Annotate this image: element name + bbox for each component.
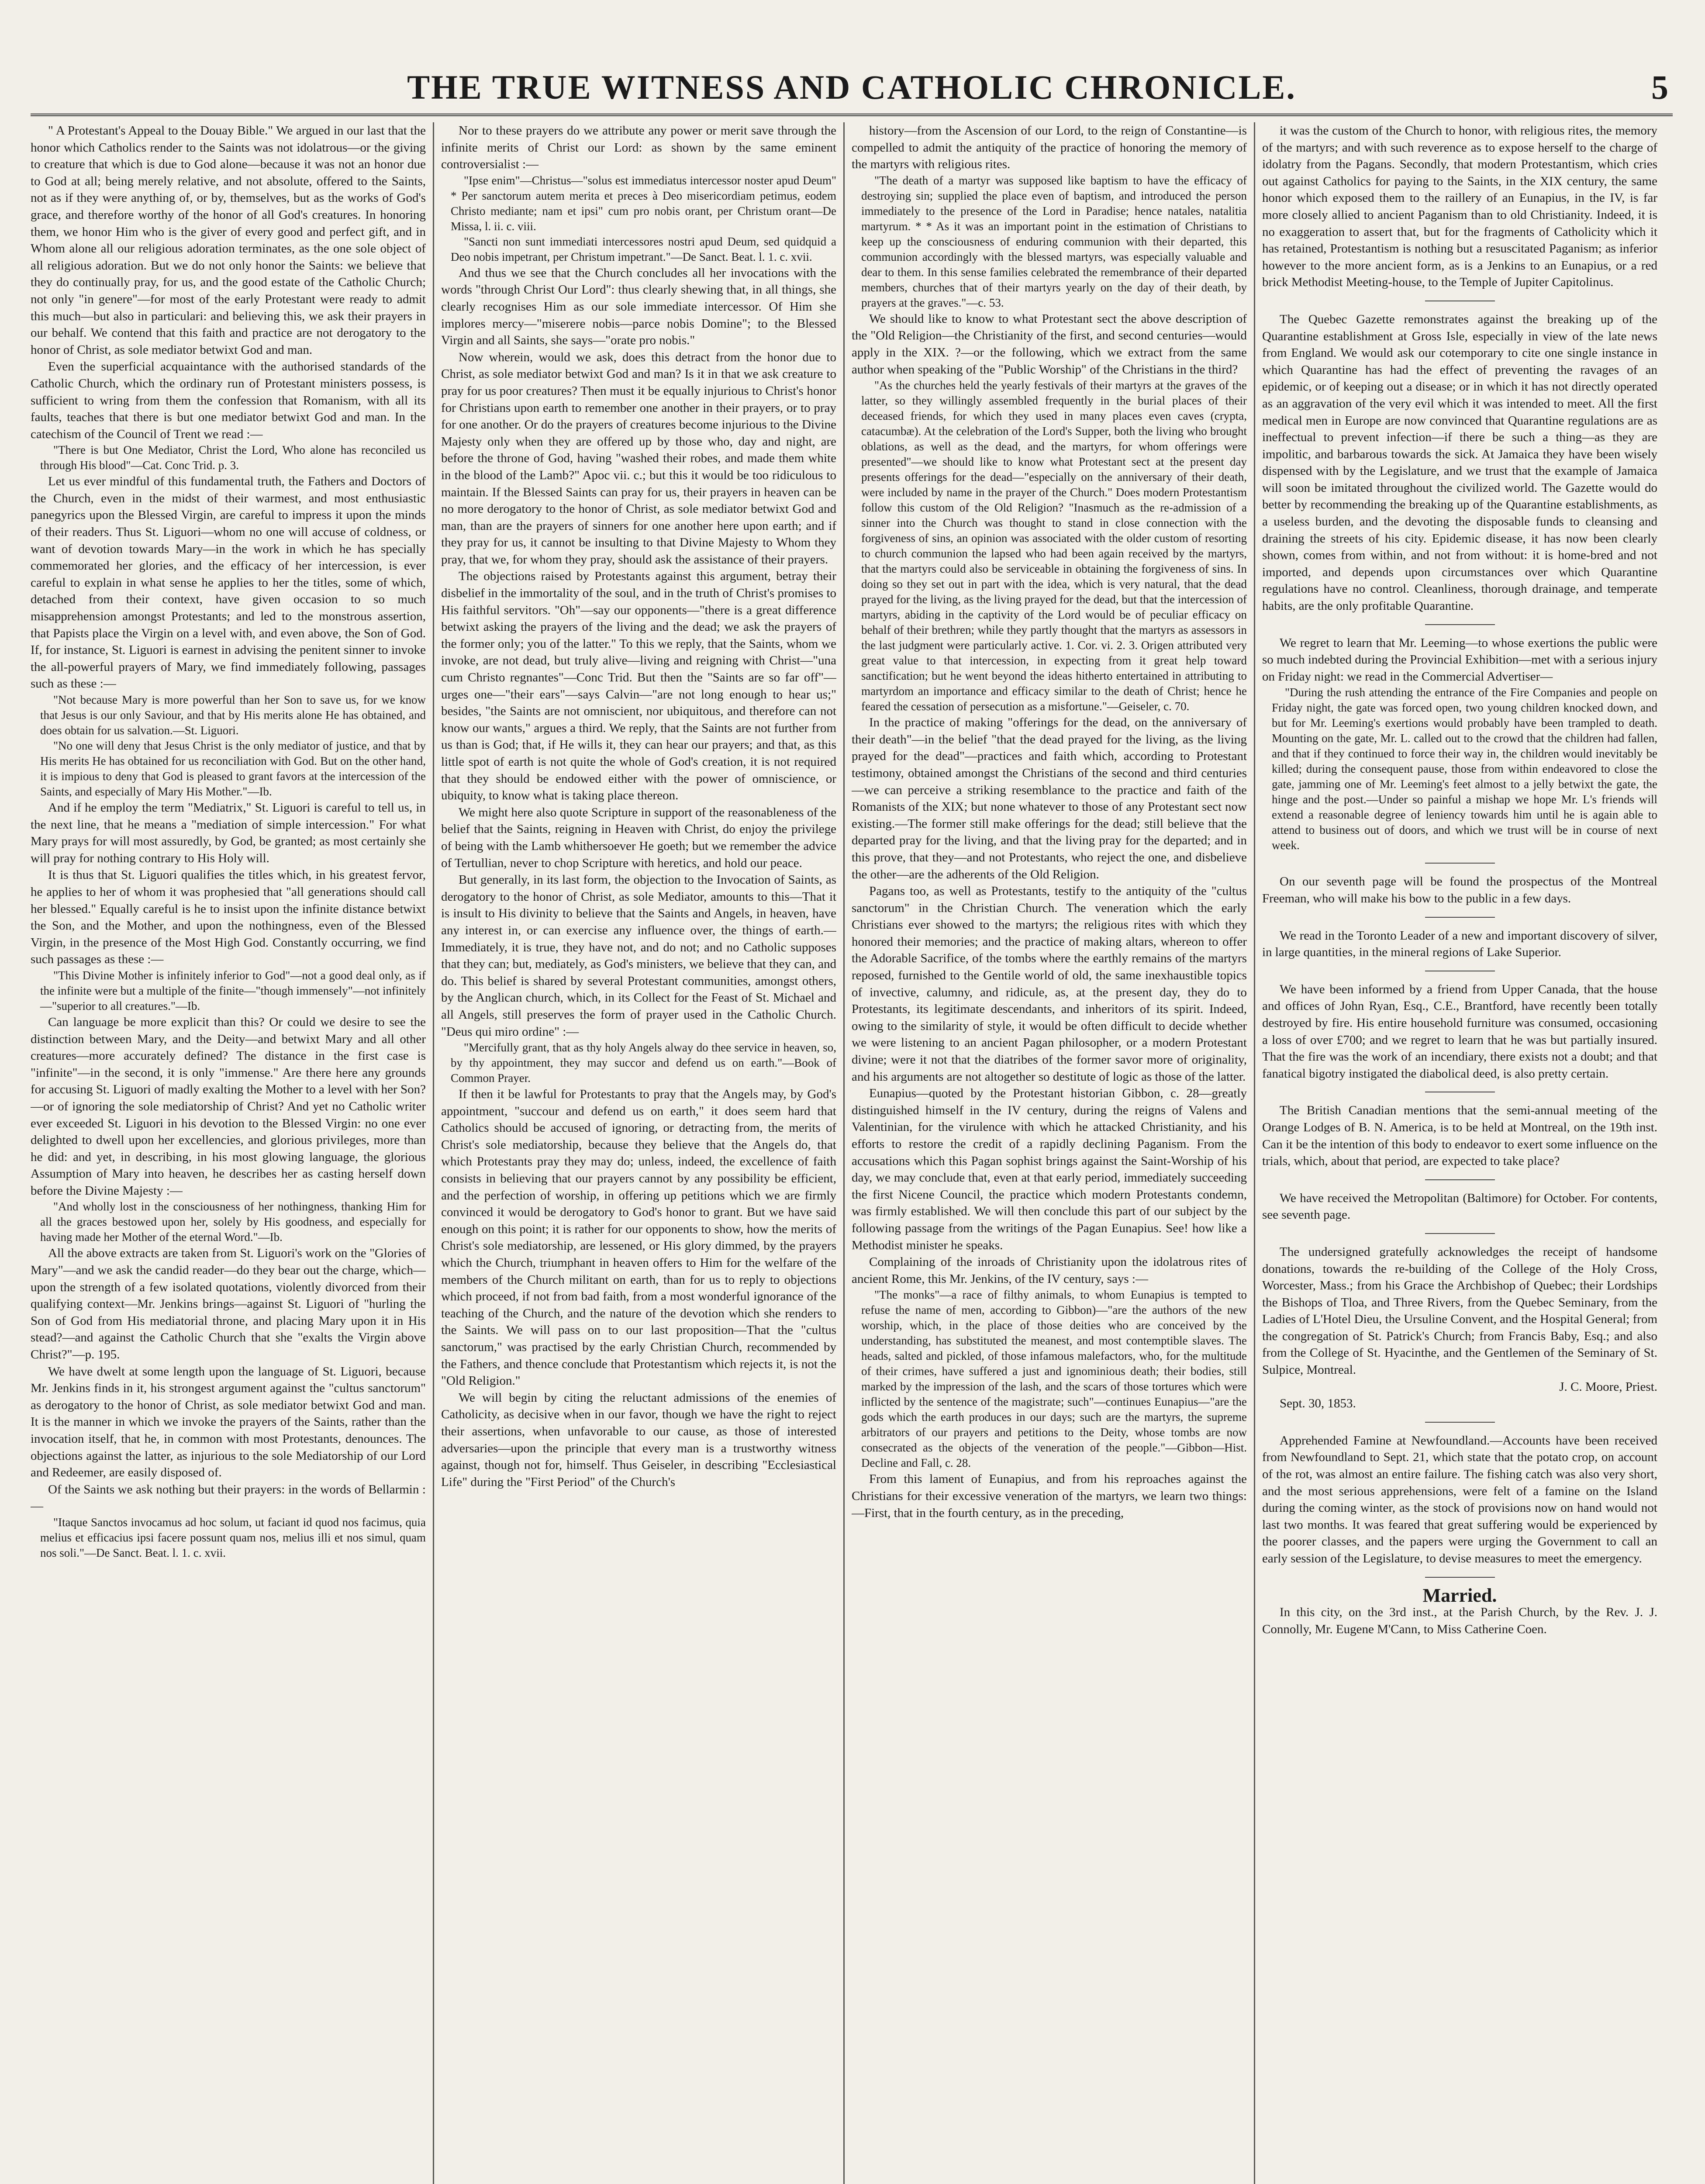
page-number: 5 [1651,68,1668,106]
news-item-silver: We read in the Toronto Leader of a new and important discovery of silver, in large quantities, in the mineral regions of Lake Superior. [1262,928,1657,960]
article-paragraph: Complaining of the inroads of Christianity upon the idolatrous rites of ancient Rome, this Mr. Jenkins, of the IV century, says :— [852,1255,1247,1286]
news-item-leeming: We regret to learn that Mr. Leeming—to whose exertions the public were so much indebted during the Provincial Exhibition—met with a serious injury on Friday night: we read in the Commercial Advertiser— [1262,636,1657,684]
column-4 [1262,122,1657,2184]
article-paragraph: it was the custom of the Church to honor, with religious rites, the memory of the martyrs; and with such reverence as to expose herself to the charge of idolatry from the Pagans. Secondly, that modern Protestantism, which cries out against Catholics for paying to the Saints, in the XIX century, the same honor which exposed them to the raillery of an Eunapius, in the IV, is far more closely allied to ancient Paganism than to old Christianity. Indeed, it is no exaggeration to assert that, but for the fragments of Catholicity which it has retained, Protestantism is nothing but a resuscitated Paganism; as inferior however to the more ancient form, as is a Jenkins to an Eunapius, or a red brick Methodist Meeting-house, to the Temple of Jupiter Capitolinus. [1262,124,1657,290]
news-item-montreal-freeman: On our seventh page will be found the prospectus of the Montreal Freeman, who will make his bow to the public in a few days. [1262,874,1657,905]
news-item-fire: We have been informed by a friend from Upper Canada, that the house and offices of John Ryan, Esq., C.E., Brantford, have recently been totally destroyed by fire. His entire household furniture was consumed, occasioning a loss of over £700; and we regret to learn that he was but partially insured. That the fire was the work of an incendiary, there exists not a doubt; and that fanatical bigotry instigated the diabolical deed, is also pretty certain. [1262,982,1657,1081]
article-paragraph: It is thus that St. Liguori qualifies the titles which, in his greatest fervor, he applies to her of whom it was prophesied that "all generations should call her blessed." Equally careful is he to insist upon the infinite distance betwixt the Son, and the Mother, and upon the nothingness, even of the Blessed Virgin, in the presence of the Most High God. Constantly occurring, we find such passages as these :— [31,868,426,967]
separator-rule [1425,1577,1495,1578]
article-paragraph: We should like to know to what Protestant sect the above description of the "Old Religion—the Christianity of the first, and second centuries—would apply in the XIX. ?—or the following, which we extract from the same author when speaking of the "Public Worship" of the Christians in the third? [852,311,1247,377]
article-paragraph: Let us ever mindful of this fundamental truth, the Fathers and Doctors of the Church, even in the midst of their warmest, and most enthusiastic panegyrics upon the Blessed Virgin, are careful to impress it upon the minds of their readers. Thus St. Liguori—whom no one will accuse of coldness, or want of devotion towards Mary—in the work in which he has specially commemorated her glories, and the efficacy of her intercession, is ever careful to explain in what sense he applies to her the titles, some of which, detached from their context, have given occasion to so much misapprehension amongst Protestants; and led to the monstrous assertion, that Papists place the Virgin on a level with, and even above, the Son of God. If, for instance, St. Liguori is earnest in advising the penitent sinner to invoke the all-powerful prayers of Mary, we find immediately following, passages such as these :— [31,474,426,691]
page-title: THE TRUE WITNESS AND CATHOLIC CHRONICLE. [407,68,1296,106]
quotation: "There is but One Mediator, Christ the Lord, Who alone has reconciled us through His blood"—Cat. Conc Trid. p. 3. [40,443,426,472]
quotation: "During the rush attending the entrance of the Fire Companies and people on Friday night, the gate was forced open, two young children knocked down, and but for Mr. Leeming's exertions would probably have been trampled to death. Mounting on the gate, Mr. L. called out to the crowd that the children had fallen, and that if they continued to force their way in, the children would inevitably be killed; during the consequent pause, those from within endeavored to close the gate, jamming one of Mr. Leeming's feet almost to a jelly betwixt the gate, the hinge and the post.—Under so painful a mishap we hope Mr. L's friends will extend a reasonable degree of leniency towards him until he is again able to attend to business out of doors, and which we trust will be in course of next week. [1272,686,1657,852]
signature: J. C. Moore, Priest. [1559,1379,1657,1394]
quotation: "As the churches held the yearly festivals of their martyrs at the graves of the latter, so they willingly assembled frequently in the burial places of their deceased friends, for which they used in many places even caves (crypta, catacumbæ). At the celebration of the Lord's Supper, both the living who brought oblations, as well as the dead, and the martyrs, for whom offerings were presented"—we should like to know what Protestant sect at the present day presents offerings for the dead—"especially on the anniversary of their death, were included by name in the prayer of the Church." Does modern Protestantism follow this custom of the Old Religion? "Inasmuch as the re-admission of a sinner into the Church was thought to stand in close connection with the forgiveness of sins, an opinion was associated with the older custom of resorting to church communion the lapsed who had been again received by the martyrs, that the martyrs could also be serviceable in obtaining the forgiveness of sins. In doing so they set out in part with the idea, which is very natural, that the dead prayed for the living, as the living prayed for the dead, but that the intercession of martyrs, abiding in the captivity of the Lord would be of peculiar efficacy on behalf of their brethren; while they partly thought that the martyrs as assessors in the last judgment were particularly active. 1. Cor. vi. 2. 3. Origen attributed very great value to that intercession, in expecting from it great help toward sanctification; but he went beyond the ideas hitherto entertained in attributing to martyrdom an importance and efficacy similar to the death of Christ; hence he feared the cessation of persecution as a misfortune."—Geiseler, c. 70. [861,379,1247,713]
separator-rule [1425,863,1495,864]
column-1 [31,122,426,2184]
column-3 [852,122,1247,2184]
article-paragraph: All the above extracts are taken from St. Liguori's work on the "Glories of Mary"—and we ask the candid reader—do they bear out the charge, which—upon the strength of a few isolated quotations, violently divorced from their qualifying context—Mr. Jenkins brings—against St. Liguori of "hurling the Son of God from His mediatorial throne, and placing Mary upon it in His stead?—and against the Catholic Church that she "exalts the Virgin above Christ?"—p. 195. [31,1246,426,1362]
quotation: "The monks"—a race of filthy animals, to whom Eunapius is tempted to refuse the name of men, according to Gibbon)—"are the authors of the new worship, which, in the place of those deities who are conceived by the understanding, has substituted the meanest, and most contemptible slaves. The heads, salted and pickled, of those infamous malefactors, who, for the multitude of their crimes, have suffered a just and ignominious death; their bodies, still marked by the impression of the lash, and the scars of those tortures which were inflicted by the sentence of the magistrate; such"—continues Eunapius—"are the gods which the earth produces in our days; such are the martyrs, the supreme arbitrators of our prayers and petitions to the Deity, whose tombs are now consecrated as the objects of the veneration of the people."—Gibbon—Hist. Decline and Fall, c. 28. [861,1288,1247,1470]
article-paragraph: Now wherein, would we ask, does this detract from the honor due to Christ, as sole mediator betwixt God and man? Is it in that we ask creature to pray for us poor creatures? Then must it be equally injurious to Christ's honor for Christians upon earth to remember one another in their prayers, or to pray for one another. Or do the prayers of creatures become injurious to the Divine Majesty only when they are offered up by those who, day and night, are before the throne of God, having "washed their robes, and made them white in the blood of the Lamb?" Apoc vii. c.; but this it would be too ridiculous to maintain. If the Blessed Saints can pray for us, their prayers in heaven can be no more derogatory to the honor of Christ, as sole mediator betwixt God and man, than are the prayers of sinners for one another here upon earth; and if they pray for us, it cannot be insulting to that Divine Majesty to Whom they pray, that we, for whom they pray, should ask the assistance of their prayers. [441,350,836,567]
article-paragraph: Even the superficial acquaintance with the authorised standards of the Catholic Church, which the ordinary run of Protestant ministers possess, is sufficient to wring from them the confession that Romanism, with all its faults, teaches that there is but one mediator betwixt God and man. In the catechism of the Council of Trent we read :— [31,359,426,441]
separator-rule [1425,917,1495,918]
article-paragraph: We will begin by citing the reluctant admissions of the enemies of Catholicity, as decisive when in our favor, though we have the right to reject their assertions, when unfavorable to our cause, as those of interested adversaries—upon the principle that every man is a trustworthy witness against, though not for, himself. Thus Geiseler, in describing "Ecclesiastical Life" during the "First Period" of the Church's [441,1390,836,1489]
news-item-metropolitan: We have received the Metropolitan (Baltimore) for October. For contents, see seventh page. [1262,1191,1657,1222]
quotation: "No one will deny that Jesus Christ is the only mediator of justice, and that by His merits He has obtained for us reconciliation with God. But on the other hand, it is impious to deny that God is pleased to grant favors at the intercession of the Saints, and especially of Mary His Mother."—Ib. [40,739,426,798]
news-item-newfoundland: Apprehended Famine at Newfoundland.—Accounts have been received from Newfoundland to Sept. 21, which state that the potato crop, on account of the rot, was almost an entire failure. The fishing catch was also very short, and the most serious apprehensions, were felt of a famine on the Island during the coming winter, as the stock of provisions now on hand would not last two months. It was feared that great suffering would be experienced by the poorer classes, and the papers were urging the Government to call an early session of the Legislature, to devise measures to meet the emergency. [1262,1433,1657,1565]
masthead [31,66,1673,116]
quotation: "This Divine Mother is infinitely inferior to God"—not a good deal only, as if the infinite were but a multiple of the finite—"though immensely"—not infinitely—"superior to all creatures."—Ib. [40,968,426,1013]
notice-date: Sept. 30, 1853. [1280,1396,1356,1411]
article-paragraph: But generally, in its last form, the objection to the Invocation of Saints, as derogatory to the honor of Christ, as sole Mediator, amounts to this—That it is insult to His divinity to believe that the Saints and Angels, in heaven, have any interest in, or can exercise any influence over, the things of earth.—Immediately, it is true, they have not, and do not; and no Catholic supposes that they can; but, mediately, as God's ministers, we believe that they can, and do. This belief is shared by several Protestant communities, amongst others, by the Anglican church, which, in its Collect for the Feast of St. Michael and all Angels, still preserves the form of prayer used in the Catholic Church. "Deus qui miro ordine" :— [441,873,836,1039]
column-2 [441,122,836,2184]
article-paragraph: history—from the Ascension of our Lord, to the reign of Constantine—is compelled to admit the antiquity of the practice of honoring the memory of the martyrs with religious rites. [852,124,1247,172]
column-rule [843,122,845,2184]
article-paragraph: Of the Saints we ask nothing but their prayers: in the words of Bellarmin :— [31,1482,426,1514]
article-paragraph: " A Protestant's Appeal to the Douay Bible." We argued in our last that the honor which Catholics render to the Saints was not idolatrous—or the giving to creature that which is due to God alone—because it was not an honor due to God at all; being merely relative, and not absolute, offered to the Saints, not as if they were anything of, or by, themselves, but as the works of God's grace, and therefore worthy of the honor of all God's creatures. In honoring them, we honor Him who is the giver of every good and perfect gift, and in Whom alone all our religious adoration terminates, as the one sole object of all religious adoration. But we do not only honor the Saints: we believe that they do continually pray, for us, and the good estate of the Catholic Church; not only "in genere"—for most of the early Protestant were ready to admit this much—but also in particulari: and believing this, we ask their prayers in our behalf. We contend that this faith and practice are not derogatory to the honor of Christ, as sole mediator betwixt God and man. [31,124,426,357]
article-paragraph: Pagans too, as well as Protestants, testify to the antiquity of the "cultus sanctorum" in the Christian Church. The veneration which the early Christians ever showed to the martyrs; the religious rites with which they honored their memories; and the practice of making altars, whereon to offer the Adorable Sacrifice, of the tombs where the earthly remains of the martyrs reposed, furnished to the Gentile world of old, the same inexhaustible topics of invective, calumny, and ridicule, as, at the present day, they do to Protestants, its legitimate descendants, and inheritors of its spirit. Indeed, owing to the similarity of style, it would be often difficult to decide whether we were listening to an ancient Pagan philosopher, or a modern Protestant divine; were it not that the diatribes of the former savor more of originality, and his arguments are not altogether so destitute of logic as those of the latter. [852,884,1247,1084]
quotation: "Sancti non sunt immediati intercessores nostri apud Deum, sed quidquid a Deo nobis impetrant, per Christum impetrant."—De Sanct. Beat. l. 1. c. xvii. [451,235,836,263]
article-paragraph: And thus we see that the Church concludes all her invocations with the words "through Christ Our Lord": thus clearly shewing that, in all things, she clearly recognises Him as our sole immediate intercessor. Of Him she implores mercy—"miserere nobis—parce nobis Domine"; to the Blessed Virgin and all Saints, she says—"orate pro nobis." [441,266,836,348]
news-item-orange-lodges: The British Canadian mentions that the semi-annual meeting of the Orange Lodges of B. N. America, is to be held at Montreal, on the 19th inst. Can it be the intention of this body to endeavor to exert some influence on the trials, which, about that period, are expected to take place? [1262,1103,1657,1168]
article-paragraph: In the practice of making "offerings for the dead, on the anniversary of their death"—in the belief "that the dead prayed for the living, as the living prayed for the dead"—practices and faith which, according to Protestant testimony, obtained amongst the Christians of the second and third centuries—we can perceive a striking resemblance to the practice and faith of the Romanists of the XIX; but none whatever to those of any Protestant sect now existing.—The former still make offerings for the dead; still believe that the departed pray for the living, and that the living pray for the departed; and in this prove, that they—and not Protestants, who reject the one, and disbelieve the other—are the adherents of the Old Religion. [852,715,1247,881]
article-paragraph: Can language be more explicit than this? Or could we desire to see the distinction between Mary, and the Deity—and betwixt Mary and all other creatures—more accurately defined? The distance in the first case is "infinite"—in the second, it is only "immense." Are there here any grounds for accusing St. Liguori of madly exalting the Mother to a level with her Son?—or of ignoring the sole mediatorship of Christ? And yet no Catholic writer ever exceeded St. Liguori in his devotion to the Blessed Virgin: no one ever delighted to dwell upon her excellencies, and glorious privileges, more than he did: and yet, in describing, in his most glowing language, the glorious Assumption of Mary into heaven, he describes her as casting herself down before the Divine Majesty :— [31,1015,426,1198]
news-item-quebec-gazette: The Quebec Gazette remonstrates against the breaking up of the Quarantine establishment at Gross Isle, especially in view of the late news from England. We would ask our cotemporary to cite one single instance in which Quarantine has had the effect of preventing the ravages of an epidemic, or of keeping out a disease; or in which it has not directly operated as an aggravation of the very evil which it was intended to meet. All the first medical men in Europe are now convinced that Quarantine regulations are as ineffectual to prevent infection—if there be such a thing—as they are impolitic, and barbarous towards the sick. At Jamaica they have been wisely dispensed with by the Legislature, and we trust that the example of Jamaica will soon be imitated throughout the civilized world. The Gazette would do better by recommending the breaking up of the Quarantine establishments, as a useless burden, and the devoting the disposable funds to cleansing and draining the streets of his city. Epidemic disease, it has now been clearly shown, comes from within, and not from without: it is home-bred and not imported, and depends upon circumstances over which Quarantine regulations have no control. Cleanliness, thorough drainage, and temperate habits, are the only profitable Quarantine. [1262,312,1657,613]
quotation: "Mercifully grant, that as thy holy Angels alway do thee service in heaven, so, by thy appointment, they may succor and defend us on earth."—Book of Common Prayer. [451,1041,836,1085]
acknowledgement-notice: The undersigned gratefully acknowledges the receipt of handsome donations, towards the re-building of the College of the Holy Cross, Worcester, Mass.; from his Grace the Archbishop of Quebec; their Lordships the Bishops of Tloa, and Three Rivers, from the Quebec Seminary, from the Ladies of L'Hotel Dieu, the Ursuline Convent, and the Hospital General; from the congregation of St. Patrick's Church; from Francis Baby, Esq.; and also from the College of St. Hyacinthe, and the Gentlemen of the Seminary of St. Sulpice, Montreal. [1262,1244,1657,1377]
article-paragraph: We have dwelt at some length upon the language of St. Liguori, because Mr. Jenkins finds in it, his strongest argument against the "cultus sanctorum" as derogatory to the honor of Christ, as sole mediator betwixt God and man. It is the manner in which we invoke the prayers of the Saints, rather than the invocation itself, that he, in common with most Protestants, denounces. The objections against the latter, as injurious to the sole Mediatorship of our Lord and Redeemer, are easily disposed of. [31,1364,426,1480]
article-paragraph: And if he employ the term "Mediatrix," St. Liguori is careful to tell us, in the next line, that he means a "mediation of simple intercession." For what Mary prays for will most assuredly, by God, be granted; as most certainly she will pray for nothing contrary to His Holy will. [31,801,426,865]
separator-rule [1425,624,1495,625]
separator-rule [1425,1422,1495,1423]
separator-rule [1425,1179,1495,1180]
article-paragraph: We might here also quote Scripture in support of the reasonableness of the belief that the Saints, reigning in Heaven with Christ, do enjoy the privilege of being with the Lamb whithersoever He goeth; but we remember the advice of Tertullian, never to chop Scripture with heretics, and hold our peace. [441,805,836,870]
article-paragraph: From this lament of Eunapius, and from his reproaches against the Christians for their excessive veneration of the martyrs, we learn two things:—First, that in the fourth century, as in the preceding, [852,1472,1247,1520]
article-paragraph: The objections raised by Protestants against this argument, betray their disbelief in the immortality of the soul, and in the truth of Christ's promises to His faithful servitors. "Oh"—say our opponents—"there is a great difference betwixt asking the prayers of the living and the dead; we ask the prayers of the former only; you of the latter." To this we reply, that the Saints, whom we invoke, are not dead, but truly alive—living and reigning with Christ—"una cum Christo regnantes"—Conc Trid. But then the "Saints are so far off"—urges one—"their ears"—says Calvin—"are not long enough to hear us;" besides, "the Saints are not omniscient, nor ubiquitous, and therefore can not know our wants," argues a third. We reply, that the Saints are not further from us than is God; that, if He wills it, they can hear our prayers; and that, as this little spot of earth is not quite the whole of God's creation, it is not required that they should be endowed either with the power of omniscience, or ubiquity, to know what is taking place thereon. [441,569,836,803]
column-rule [433,122,434,2184]
column-rule [1254,122,1255,2184]
quotation: "Ipse enim"—Christus—"solus est immediatus intercessor noster apud Deum" * Per sanctorum autem merita et preces à Deo misericordiam petimus, eodem Christo mediante; nam et ipsi" cum pro nobis orant, per Christum orant—De Missa, l. ii. c. viii. [451,173,836,233]
separator-rule [1425,1233,1495,1234]
married-notice: In this city, on the 3rd inst., at the Parish Church, by the Rev. J. J. Connolly, Mr. Eugene M'Cann, to Miss Catherine Coen. [1262,1605,1657,1636]
article-paragraph: Eunapius—quoted by the Protestant historian Gibbon, c. 28—greatly distinguished himself in the IV century, during the reigns of Valens and Valentinian, for the virulence with which he attacked Christianity, and his efforts to restore the credit of a rapidly declining Paganism. From the accusations which this Pagan sophist brings against the Saint-Worship of his day, we may conclude that, even at that early period, immediately succeeding the first Nicene Council, the practice which modern Protestants condemn, was firmly established. We will then conclude this part of our subject by the following passage from the writings of the Pagan Eunapius. See! how like a Methodist minister he speaks. [852,1086,1247,1252]
article-paragraph: If then it be lawful for Protestants to pray that the Angels may, by God's appointment, "succour and defend us on earth," it does seem hard that Catholics should be accused of ignoring, or detracting from, the merits of Christ's sole mediatorship, because they believe that the Angels do, that which Protestants pray they may do; unless, indeed, the excellence of faith consists in believing that our prayers cannot by any possibility be efficient, and the perfection of worship, in offering up petitions which we are firmly convinced it would be derogatory to God's honor to grant. But we have said enough on this point; it is rather for our opponents to show, how the merits of Christ's sole mediatorship, are lessened, or His glory dimmed, by the prayers which the Church, triumphant in heaven offers to Him for the welfare of the members of the Church militant on earth, than for us to reply to objections which proceed, if not from bad faith, from a most wonderful ignorance of the teaching of the Church, and the nature of the devotion which she renders to the Saints. We will pass on to our last proposition—That the "cultus sanctorum," was practised by the early Christian Church, recommended by the Fathers, and thence conclude that Protestantism which rejects it, is not the "Old Religion." [441,1087,836,1388]
quotation: "Not because Mary is more powerful than her Son to save us, for we know that Jesus is our only Saviour, and that by His merits alone He has obtained, and does obtain for us salvation.—St. Liguori. [40,693,426,737]
quotation: "And wholly lost in the consciousness of her nothingness, thanking Him for all the graces bestowed upon her, solely by His goodness, and especially for having made her Mother of the eternal Word."—Ib. [40,1200,426,1244]
quotation: "Itaque Sanctos invocamus ad hoc solum, ut faciant id quod nos facimus, quia melius et efficacius ipsi facere possunt quam nos, melius illi et nos simul, quam nos soli."—De Sanct. Beat. l. 1. c. xvii. [40,1515,426,1559]
quotation: "The death of a martyr was supposed like baptism to have the efficacy of destroying sin; supplied the place even of baptism, and introduced the person immediately to the presence of the Lord in Paradise; hence natales, natalitia martyrum. * * As it was an important point in the estimation of Christians to keep up the consciousness of enduring communion with their departed, this communion accordingly with the blessed martyrs, was especially valuable and dear to them. In this sense families celebrated the remembrance of their departed members, churches that of their martyrs yearly on the day of their death, by prayers at the graves."—c. 53. [861,173,1247,309]
married-heading: Married. [1422,1584,1497,1606]
article-paragraph: Nor to these prayers do we attribute any power or merit save through the infinite merits of Christ our Lord: as shown by the same eminent controversialist :— [441,124,836,172]
